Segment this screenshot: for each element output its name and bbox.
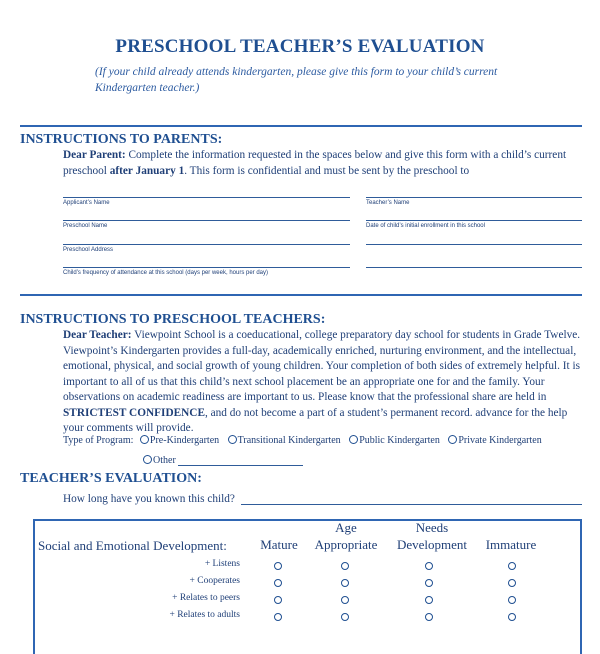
known-question: How long have you known this child? (63, 493, 235, 505)
row-label: + Cooperates (189, 576, 240, 586)
rating-radio[interactable] (341, 596, 349, 604)
parents-salutation: Dear Parent: (63, 149, 126, 161)
teachers-heading: INSTRUCTIONS TO PRESCHOOL TEACHERS: (20, 312, 326, 327)
rating-radio[interactable] (425, 613, 433, 621)
parents-heading: INSTRUCTIONS TO PARENTS: (20, 132, 223, 147)
teachers-text-1: Viewpoint School is a coeducational, college preparatory day school for students in Grade Twelve. Viewpoint’s Kindergarten provides a full-day, academically enriched, nurturing environment, and the intellectual, emotional, physical, and social growth of young children. Your completion of both sides of extremely helpful. It is important to all of us that this child’s next school placement be an appropriate one for and the family. Your observations on academic readiness are important to us. Please know that the professional share are held in (63, 329, 581, 403)
row-label: + Relates to adults (169, 610, 240, 620)
evaluation-heading: TEACHER’S EVALUATION: (20, 471, 202, 486)
radio-icon[interactable] (349, 435, 358, 444)
preschool-name-line[interactable] (63, 220, 350, 221)
rating-radio[interactable] (508, 579, 516, 587)
other-input-line[interactable] (178, 465, 303, 466)
address-line-2[interactable] (366, 244, 582, 245)
parents-instructions (63, 148, 573, 179)
rating-radio[interactable] (274, 562, 282, 570)
rating-radio[interactable] (341, 613, 349, 621)
initial-enrollment-label: Date of child’s initial enrollment in this school (366, 223, 485, 229)
applicant-name-line[interactable] (63, 197, 350, 198)
program-option[interactable]: Pre-Kindergarten (140, 435, 219, 446)
program-type-row (63, 435, 542, 446)
program-type-label: Type of Program: (63, 435, 134, 446)
parents-emphasis: after January 1 (109, 164, 185, 177)
divider (20, 294, 582, 296)
program-option[interactable]: Public Kindergarten (349, 435, 440, 446)
initial-enrollment-line[interactable] (366, 220, 582, 221)
rating-radio[interactable] (425, 579, 433, 587)
divider (20, 125, 582, 127)
rating-radio[interactable] (425, 562, 433, 570)
rating-radio[interactable] (508, 596, 516, 604)
program-option[interactable]: Private Kindergarten (448, 435, 541, 446)
rating-radio[interactable] (508, 562, 516, 570)
rating-radio[interactable] (425, 596, 433, 604)
parents-text-1: Complete the information requested in the spaces below and give this form with a child’s current preschool (63, 149, 567, 177)
preschool-address-label: Preschool Address (63, 247, 114, 253)
attendance-label: Child’s frequency of attendance at this school (days per week, hours per day) (63, 270, 269, 276)
row-label: + Listens (204, 559, 240, 569)
preschool-name-label: Preschool Name (63, 223, 108, 229)
row-label: + Relates to peers (172, 593, 240, 603)
radio-icon[interactable] (140, 435, 149, 444)
rating-radio[interactable] (341, 562, 349, 570)
other-label: Other (153, 455, 176, 466)
rating-radio[interactable] (508, 613, 516, 621)
teachers-emphasis: STRICTEST CONFIDENCE (63, 406, 205, 419)
radio-icon[interactable] (448, 435, 457, 444)
page-title: PRESCHOOL TEACHER’S EVALUATION (115, 36, 485, 57)
teachers-salutation: Dear Teacher: (63, 329, 132, 341)
teacher-name-label: Teacher’s Name (366, 200, 410, 206)
attendance-line[interactable] (63, 267, 350, 268)
rating-radio[interactable] (274, 579, 282, 587)
column-header-needs-development: Needs Development (396, 520, 468, 552)
radio-icon[interactable] (228, 435, 237, 444)
teachers-text-2: , and do not become a part of a student’s permanent record. advance for the help your comments will provide. (63, 406, 568, 434)
column-header-immature: Immature (485, 537, 537, 552)
column-header-age-appropriate: Age Appropriate (314, 520, 378, 552)
radio-icon[interactable] (143, 455, 152, 464)
preschool-address-line[interactable] (63, 244, 350, 245)
known-answer-line[interactable] (241, 504, 582, 505)
rating-radio[interactable] (274, 613, 282, 621)
program-option[interactable]: Transitional Kindergarten (228, 435, 341, 446)
teacher-name-line[interactable] (366, 197, 582, 198)
category-label: Social and Emotional Development: (38, 538, 227, 553)
address-line-3[interactable] (366, 267, 582, 268)
program-option-other[interactable] (143, 455, 176, 466)
page-subtitle: (If your child already attends kindergarten, please give this form to your child’s current Kindergarten teacher.) (95, 66, 498, 94)
parents-text-2: . This form is confidential and must be sent by the preschool to (184, 164, 470, 177)
column-header-mature: Mature (260, 537, 298, 552)
applicant-name-label: Applicant’s Name (63, 200, 110, 206)
rating-radio[interactable] (274, 596, 282, 604)
teachers-instructions (63, 328, 583, 437)
rating-radio[interactable] (341, 579, 349, 587)
